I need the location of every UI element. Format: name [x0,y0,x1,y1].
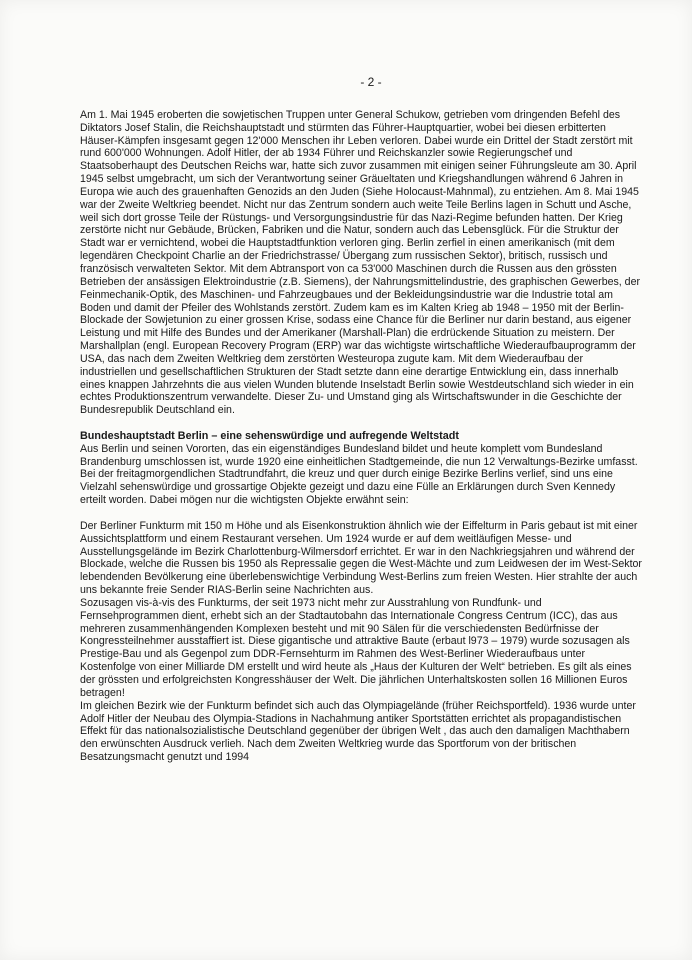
page-number: - 2 - [360,75,382,89]
paragraph-history: Am 1. Mai 1945 eroberten die sowjetischen Truppen unter General Schukow, getrieben vom dringenden Befehl des Diktators Josef Stalin, die Reichshauptstadt und stürmten das Führer-Hauptquartier, wobei bei diesen erbitterten Häuser-Kämpfen insgesamt gegen 12'000 Menschen ihr Leben verloren. Dabei wurde ein Drittel der Stadt zerstört mit rund 600'000 Wohnungen. Adolf Hitler, der ab 1934 Führer und Reichskanzler sowie Regierungschef und Staatsoberhaupt des Deutschen Reichs war, hatte sich zuvor zusammen mit einigen seiner Führungsleute am 30. April 1945 selbst umgebracht, um sich der Verantwortung seiner Gräueltaten und Kriegshandlungen während 6 Jahren in Europa wie auch des grauenhaften Genozids an den Juden (Siehe Holocaust-Mahnmal), zu entziehen. Am 8. Mai 1945 war der Zweite Weltkrieg beendet. Nicht nur das Zentrum sondern auch weite Teile Berlins lagen in Schutt und Asche, weil sich dort grosse Teile der Rüstungs- und Versorgungsindustrie für das Nazi-Regime befunden hatten. Der Krieg zerstörte nicht nur Gebäude, Brücken, Fabriken und die Natur, sondern auch das Lebensglück. Für die Struktur der Stadt war er vernichtend, wobei die Hauptstadtfunktion verloren ging. Berlin zerfiel in einen amerikanisch (mit dem legendären Checkpoint Charlie an der Friedrichstrasse/ Übergang zum russischen Sektor), britisch, russisch und französisch verwalteten Sektor. Mit dem Abtransport von ca 53'000 Maschinen durch die Russen aus den grössten Betrieben der ansässigen Elektroindustrie (z.B. Siemens), der Nahrungsmittelindustrie, des graphischen Gewerbes, der Feinmechanik-Optik, des Maschinen- und Fahrzeugbaues und der Bekleidungsindustrie war die Industrie total am Boden und damit der Pfeiler des Wohlstands zerstört. Zudem kam es im Kalten Krieg ab 1948 – 1950 mit der Berlin-Blockade der Sowjetunion zu einer grossen Krise, sodass eine Chance für die Berliner nur darin bestand, aus eigener Leistung und mit Hilfe des Bundes und der Amerikaner (Marshall-Plan) die erdrückende Situation zu meistern. Der Marshallplan (engl. European Recovery Program (ERP) war das wichtigste wirtschaftliche Wiederaufbauprogramm der USA, das nach dem Zweiten Weltkrieg dem zerstörten Westeuropa zugute kam. Mit dem Wiederaufbau der industriellen und gesellschaftlichen Strukturen der Stadt setzte dann eine derartige Entwicklung ein, dass innerhalb eines knappen Jahrzehnts die aus vielen Wunden blutende Inselstadt Berlin sowie Westdeutschland sich wieder in ein echtes Produktionszentrum verwandelte. Dieser Zu- und Umstand ging als Wirtschaftswunder in die Geschichte der Bundesrepublik Deutschland ein. [80,108,640,417]
section-heading: Bundeshauptstadt Berlin – eine sehenswürdige und aufregende Weltstadt [80,429,459,442]
paragraph-funkturm: Der Berliner Funkturm mit 150 m Höhe und als Eisenkonstruktion ähnlich wie der Eiffelturm in Paris gebaut ist mit einer Aussichtsplattform und einem Restaurant versehen. Um 1924 wurde er auf dem weitläufigen Messe- und Ausstellungsgelände im Bezirk Charlottenburg-Wilmersdorf errichtet. Er war in den Nachkriegsjahren und während der Blockade, welche die Russen bis 1950 als Repressalie gegen die West-Mächte und zum Leidwesen der im West-Sektor lebendenden Bevölkerung eine überlebenswichtige Verbindung West-Berlins zum freien Westen. Hier strahlte der auch uns bekannte freie Sender RIAS-Berlin seine Nachrichten aus. [80,519,642,597]
paragraph-gap [80,507,642,520]
paragraph-gap [80,417,642,430]
paragraph-districts: Aus Berlin und seinen Vororten, das ein eigenständiges Bundesland bildet und heute komplett vom Bundesland Brandenburg umschlossen ist, wurde 1920 eine einheitlichen Stadtgemeinde, die nun 12 Verwaltungs-Bezirke umfasst. [80,442,638,468]
paragraph-olympia: Im gleichen Bezirk wie der Funkturm befindet sich auch das Olympiagelände (früher Reichsportfeld). 1936 wurde unter Adolf Hitler der Neubau des Olympia-Stadions in Nachahmung antiker Sportstätten errichtet als propagandistischen Effekt für das nationalsozialistische Deutschland gegenüber der übrigen Welt , das auch den damaligen Machthabern den erwünschten Ausdruck verlieh. Nach dem Zweiten Weltkrieg wurde das Sportforum von der britischen Besatzungsmacht genutzt und 1994 [80,699,636,764]
paragraph-icc: Sozusagen vis-à-vis des Funkturms, der seit 1973 nicht mehr zur Ausstrahlung von Rundfunk- und Fernsehprogrammen dient, erhebt sich an der Stadtautobahn das Internationale Congress Centrum (ICC), das aus mehreren zusammenhängenden Komplexen besteht und mit 90 Sälen für die verschiedensten Bedürfnisse der Kongressteilnehmer ausstaffiert ist. Diese gigantische und attraktive Baute (erbaut l973 – 1979) wurde sozusagen als Prestige-Bau und als Gegenpol zum DDR-Fernsehturm im Rahmen des West-Berliner Wiederaufbaus unter Kostenfolge von einer Milliarde DM erstellt und wird heute als „Haus der Kulturen der Welt“ betrieben. Es gilt als eines der grössten und erfolgreichsten Kongresshäuser der Welt. Die jährlichen Unterhaltskosten sollen 16 Millionen Euros betragen! [80,596,632,699]
paragraph-city-tour: Bei der freitagmorgendlichen Stadtrundfahrt, die kreuz und quer durch einige Bezirke Berlins verlief, sind uns eine Vielzahl sehenswürdige und grossartige Objekte gezeigt und dazu eine Fülle an Erklärungen durch Sven Kennedy erteilt worden. Dabei mögen nur die wichtigsten Objekte erwähnt sein: [80,468,616,507]
